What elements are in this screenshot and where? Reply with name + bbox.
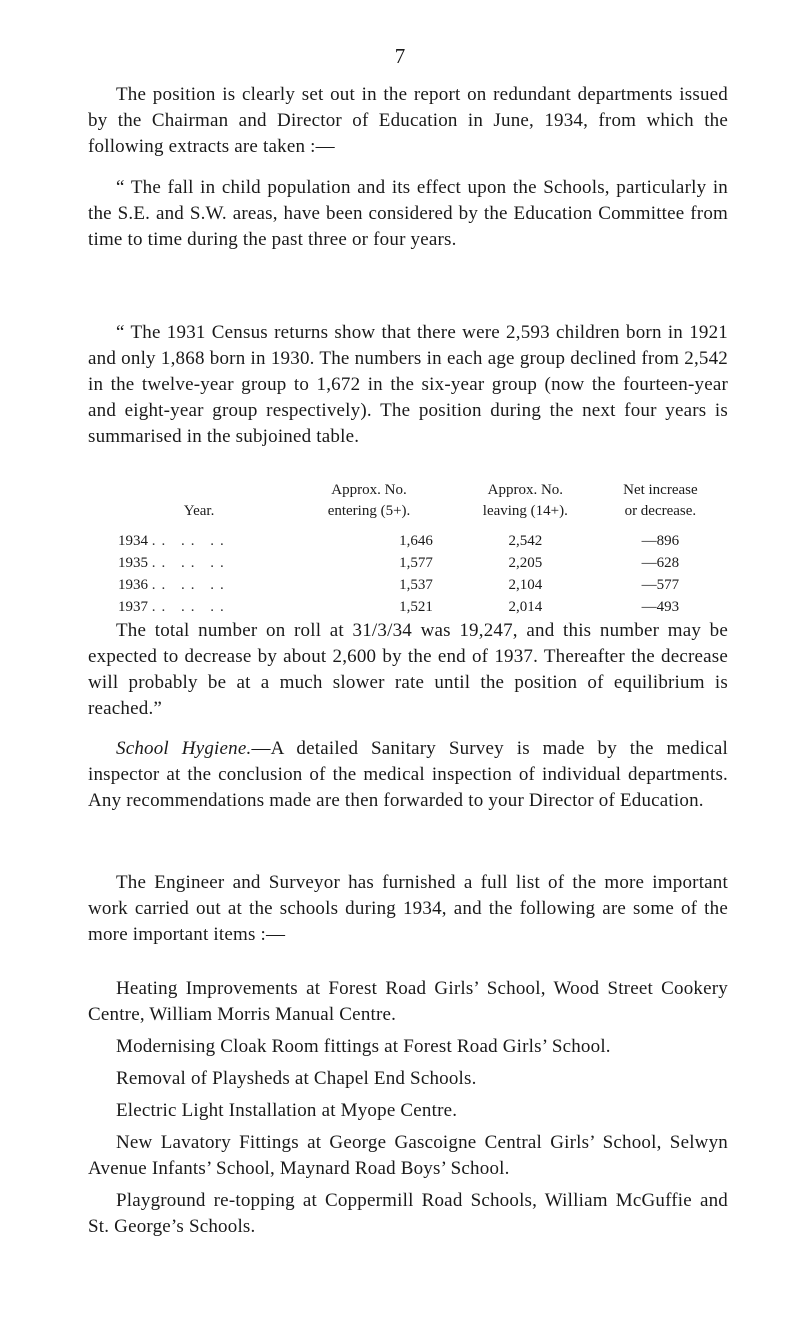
- row-net: —493: [641, 599, 680, 615]
- page-number: 7: [394, 44, 406, 68]
- row-leaving: 2,014: [508, 599, 543, 615]
- row-net: —577: [641, 577, 680, 593]
- row-year: 1937: [118, 599, 148, 615]
- population-table: [118, 480, 728, 618]
- row-entering: 1,646: [399, 533, 433, 549]
- row-leaving: 2,205: [508, 555, 543, 571]
- hygiene-paragraph: [88, 736, 728, 814]
- list-item: Heating Improvements at Forest Road Girls’ School, Wood Street Cookery Centre, William Morris Manual Centre.: [88, 978, 728, 1025]
- row-net: —628: [641, 555, 680, 571]
- row-year: 1935: [118, 555, 148, 571]
- works-list: [88, 976, 728, 1240]
- table-row: 1934 .. .. .. 1,646 2,542 —896: [118, 530, 728, 552]
- row-entering: 1,521: [399, 599, 433, 615]
- list-item: Removal of Playsheds at Chapel End Schools.: [116, 1068, 477, 1089]
- row-entering: 1,577: [399, 555, 433, 571]
- quote-paragraph-2: “ The 1931 Census returns show that there were 2,593 children born in 1921 and only 1,868 born in 1930. The numbers in each age group declined from 2,542 in the twelve-year group to 1,672 in the six-year group (now the fourteen-year and eight-year group respectively). The position during the next four years is summarised in the subjoined table.: [88, 322, 728, 447]
- quote-paragraph-3: The total number on roll at 31/3/34 was 19,247, and this number may be expected to decrease by about 2,600 by the end of 1937. Thereafter the decrease will probably be at a much slower rate until the position of equilibrium is reached.”: [88, 620, 728, 719]
- table-row: 1937 .. .. .. 1,521 2,014 —493: [118, 596, 728, 618]
- engineer-paragraph: The Engineer and Surveyor has furnished a full list of the more important work carried out at the schools during 1934, and the following are some of the more important items :—: [88, 872, 728, 945]
- row-leaving: 2,104: [508, 577, 543, 593]
- list-item: New Lavatory Fittings at George Gascoigne Central Girls’ School, Selwyn Avenue Infants’ School, Maynard Road Boys’ School.: [88, 1132, 728, 1179]
- table-header-row: [118, 480, 728, 522]
- row-net: —896: [641, 533, 680, 549]
- header-year: Year.: [183, 503, 215, 519]
- list-item: Electric Light Installation at Myope Centre.: [116, 1100, 458, 1121]
- header-net: Net increase or decrease.: [623, 482, 698, 519]
- table-row: 1935 .. .. .. 1,577 2,205 —628: [118, 552, 728, 574]
- quote-paragraph-1: “ The fall in child population and its effect upon the Schools, particularly in the S.E. and S.W. areas, have been considered by the Education Committee from time to time during the past three or four years.: [88, 177, 728, 250]
- table-row: 1936 .. .. .. 1,537 2,104 —577: [118, 574, 728, 596]
- row-year: 1934: [118, 533, 148, 549]
- row-year: 1936: [118, 577, 148, 593]
- header-entering: Approx. No. entering (5+).: [327, 482, 411, 519]
- hygiene-title: School Hygiene.: [116, 738, 252, 759]
- hygiene-text: —A detailed Sanitary Survey is made by the medical inspector at the conclusion of the medical inspection of individual departments. Any recommendations made are then forwarded to your Director of Education.: [88, 738, 729, 811]
- list-item: Modernising Cloak Room fittings at Forest Road Girls’ School.: [116, 1036, 611, 1057]
- header-leaving: Approx. No. leaving (14+).: [482, 482, 568, 519]
- intro-paragraph: The position is clearly set out in the report on redundant departments issued by the Chairman and Director of Education in June, 1934, from which the following extracts are taken :—: [88, 84, 728, 157]
- list-item: Playground re-topping at Coppermill Road Schools, William McGuffie and St. George’s Schools.: [88, 1190, 728, 1237]
- row-entering: 1,537: [399, 577, 433, 593]
- row-leaving: 2,542: [508, 533, 543, 549]
